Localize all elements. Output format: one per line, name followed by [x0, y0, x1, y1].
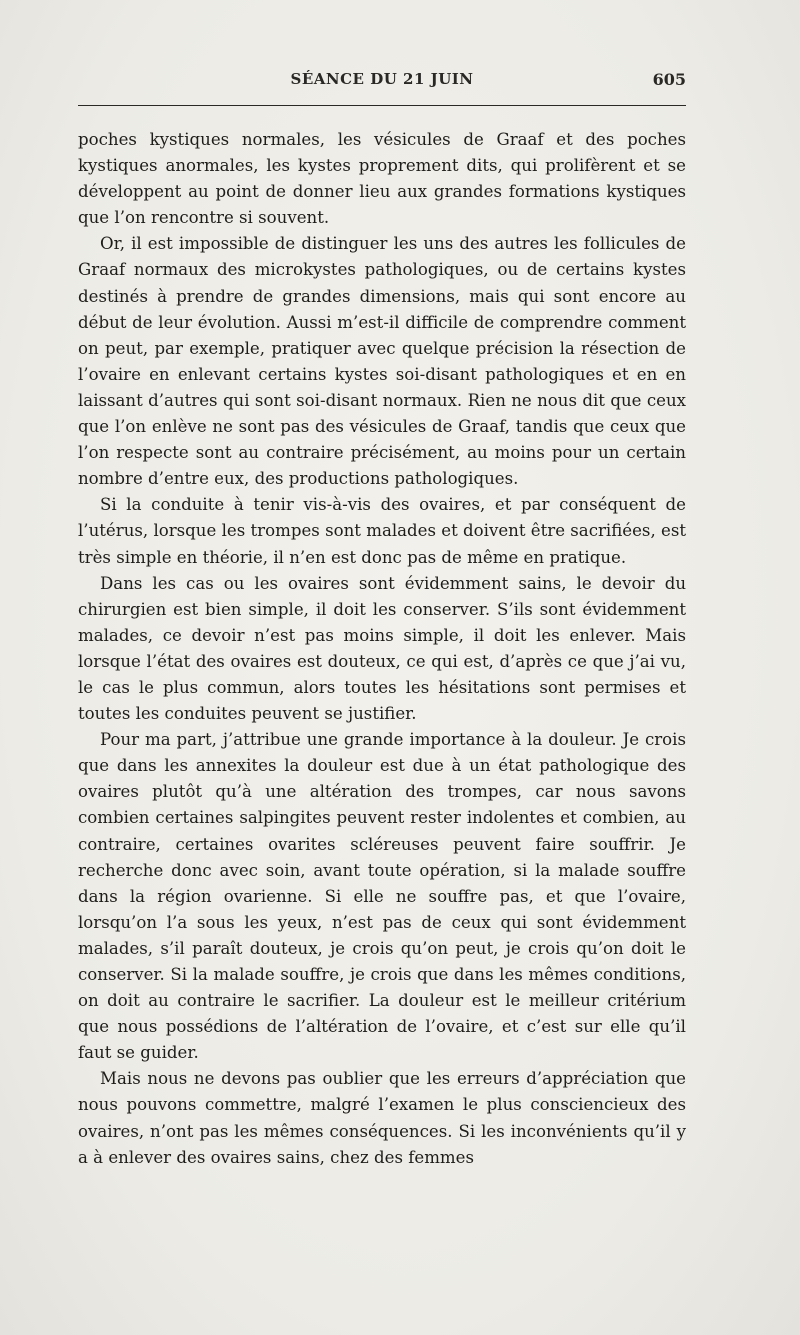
header-rule — [78, 105, 686, 106]
paragraph-3: Si la conduite à tenir vis-à-vis des ovaires, et par conséquent de l’utérus, lorsque les trompes sont malades et doivent être sacrifiées, est très simple en théorie, il n’en est donc pas de même en pratique. — [78, 495, 687, 567]
paragraph-1: poches kystiques normales, les vésicules de Graaf et des poches kystiques anormales, les kystes proprement dits, qui prolifèrent et se développent au point de donner lieu aux grandes formations kystiques que l’on rencontre si souvent. — [78, 130, 686, 228]
paragraph-2: Or, il est impossible de distinguer les uns des autres les follicules de Graaf normaux des microkystes pathologiques, ou de certains kystes destinés à prendre de grandes dimensions, mais qui sont encore au début de leur évolution. Aussi m’est-il difficile de comprendre comment on peut, par exemple, pratiquer avec quelque précision la résection de l’ovaire en enlevant certains kystes soi-disant pathologiques et en en laissant d’autres qui sont soi-disant normaux. Rien ne nous dit que ceux que l’on enlève ne sont pas des vésicules de Graaf, tandis que ceux que l’on respecte sont au contraire précisément, au moins pour un certain nombre d’entre eux, des productions pathologiques. — [78, 234, 686, 489]
paragraph-4: Dans les cas ou les ovaires sont évidemment sains, le devoir du chirurgien est bien simple, il doit les conserver. S’ils sont évidemment malades, ce devoir n’est pas moins simple, il doit les enlever. Mais lorsque l’état des ovaires est douteux, ce qui est, d’après ce que j’ai vu, le cas le plus commun, alors toutes les hésitations sont permises et toutes les conduites peuvent se justifier. — [78, 573, 686, 724]
page-number: 605 — [652, 70, 686, 89]
paragraph-6: Mais nous ne devons pas oublier que les erreurs d’appréciation que nous pouvons commettre, malgré l’examen le plus consciencieux des ovaires, n’ont pas les mêmes conséquences. Si les inconvénients qu’il y a à enlever des ovaires sains, chez des femmes — [78, 1069, 686, 1167]
body-text — [78, 127, 686, 1171]
running-head: SÉANCE DU 21 JUIN — [290, 70, 474, 88]
paragraph-5: Pour ma part, j’attribue une grande importance à la douleur. Je crois que dans les annexites la douleur est due à un état pathologique des ovaires plutôt qu’à une altération des trompes, car nous savons combien certaines salpingites peuvent rester indolentes et combien, au contraire, certaines ovarites scléreuses peuvent faire souffrir. Je recherche donc avec soin, avant toute opération, si la malade souffre dans la région ovarienne. Si elle ne souffre pas, et que l’ovaire, lorsqu’on l’a sous les yeux, n’est pas de ceux qui sont évidemment malades, s’il paraît douteux, je crois qu’on peut, je crois qu’on doit le conserver. Si la malade souffre, je crois que dans les mêmes conditions, on doit au contraire le sacrifier. La douleur est le meilleur critérium que nous possédions de l’altération de l’ovaire, et c’est sur elle qu’il faut se guider. — [78, 730, 686, 1063]
page-header — [78, 70, 686, 94]
